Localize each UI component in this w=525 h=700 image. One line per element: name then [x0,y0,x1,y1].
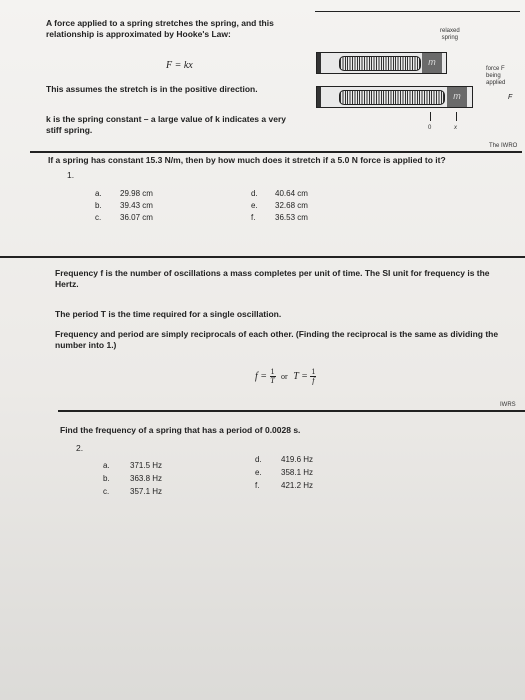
answer-value[interactable]: 40.64 cm [275,189,308,198]
figure-credit: The IWRO [489,143,518,149]
answer-letter: d. [251,189,258,198]
figure-top-rule [315,11,520,12]
intro-line-1: A force applied to a spring stretches the spring, and this [46,18,274,28]
answer-value[interactable]: 357.1 Hz [130,487,163,496]
x-tick [456,112,457,121]
section-rule-2 [0,256,525,258]
answer-value[interactable]: 32.68 cm [275,201,308,210]
reciprocal-line-2: number into 1.) [55,340,117,350]
answer-value[interactable]: 39.43 cm [120,201,153,210]
relaxed-mass: m [422,53,442,73]
formula-T: T = [293,370,308,382]
answer-letter: b. [95,201,102,210]
force-F-label: F [508,94,513,101]
answer-letter: f. [251,213,256,222]
force-applied-label: force F being applied [486,66,506,86]
fraction-denominator: f [312,376,315,385]
stretched-mass: m [447,87,467,107]
answer-letter: c. [95,213,102,222]
question-2-text: Find the frequency of a spring that has a period of 0.0028 s. [60,425,301,435]
answer-letter: d. [255,455,262,464]
relaxed-spring-diagram [316,52,447,74]
period-definition: The period T is the time required for a single oscillation. [55,309,282,319]
question-1-text: If a spring has constant 15.3 N/m, then by how much does it stretch if a 5.0 N force is applied to it? [48,155,446,165]
fraction-numerator: 1 [311,367,316,376]
answer-letter: a. [95,189,102,198]
answer-letter: e. [251,201,258,210]
fraction-1-over-T [270,368,276,385]
intro-line-2: relationship is approximated by Hooke's Law: [46,29,231,39]
x-label: x [454,125,457,131]
reciprocal-line-1: Frequency and period are simply reciprocals of each other. (Finding the reciprocal is the same as dividing the [55,329,499,339]
spring-constant-line-2: stiff spring. [46,125,93,135]
answer-letter: b. [103,474,110,483]
wall-left [317,87,321,107]
frequency-period-formula [255,368,316,385]
question-2-number: 2. [76,443,84,453]
zero-tick [430,112,431,121]
answer-letter: c. [103,487,110,496]
answer-value[interactable]: 363.8 Hz [130,474,163,483]
answer-letter: e. [255,468,262,477]
fraction-1-over-f [310,368,316,385]
answer-value[interactable]: 358.1 Hz [281,468,314,477]
frequency-definition-line-2: Hertz. [55,279,79,289]
stretched-coil [339,90,445,105]
answer-value[interactable]: 419.6 Hz [281,455,314,464]
formula-or: or [281,371,288,381]
section-rule-3 [58,410,525,412]
answer-value[interactable]: 29.98 cm [120,189,153,198]
assumption-text: This assumes the stretch is in the positive direction. [46,84,258,94]
answer-value[interactable]: 421.2 Hz [281,481,314,490]
answer-letter: a. [103,461,110,470]
answer-value[interactable]: 371.5 Hz [130,461,163,470]
answer-letter: f. [255,481,260,490]
hookes-law-formula: F = kx [166,60,193,71]
section-rule-1 [30,151,522,153]
fraction-denominator: T [270,376,275,385]
answer-value[interactable]: 36.53 cm [275,213,308,222]
formula-f: f = [255,370,268,382]
relaxed-coil [339,56,421,71]
answer-value[interactable]: 36.07 cm [120,213,153,222]
fraction-numerator: 1 [270,367,275,376]
zero-label: 0 [428,125,432,131]
info-credit: IWRS [500,402,516,408]
relaxed-spring-label: relaxed spring [440,28,460,41]
spring-constant-line-1: k is the spring constant – a large value of k indicates a very [46,114,286,124]
wall-left [317,53,321,73]
frequency-definition-line-1: Frequency f is the number of oscillations a mass completes per unit of time. The SI unit for frequency is the [55,268,490,278]
question-1-number: 1. [67,170,75,180]
stretched-spring-diagram [316,86,473,108]
